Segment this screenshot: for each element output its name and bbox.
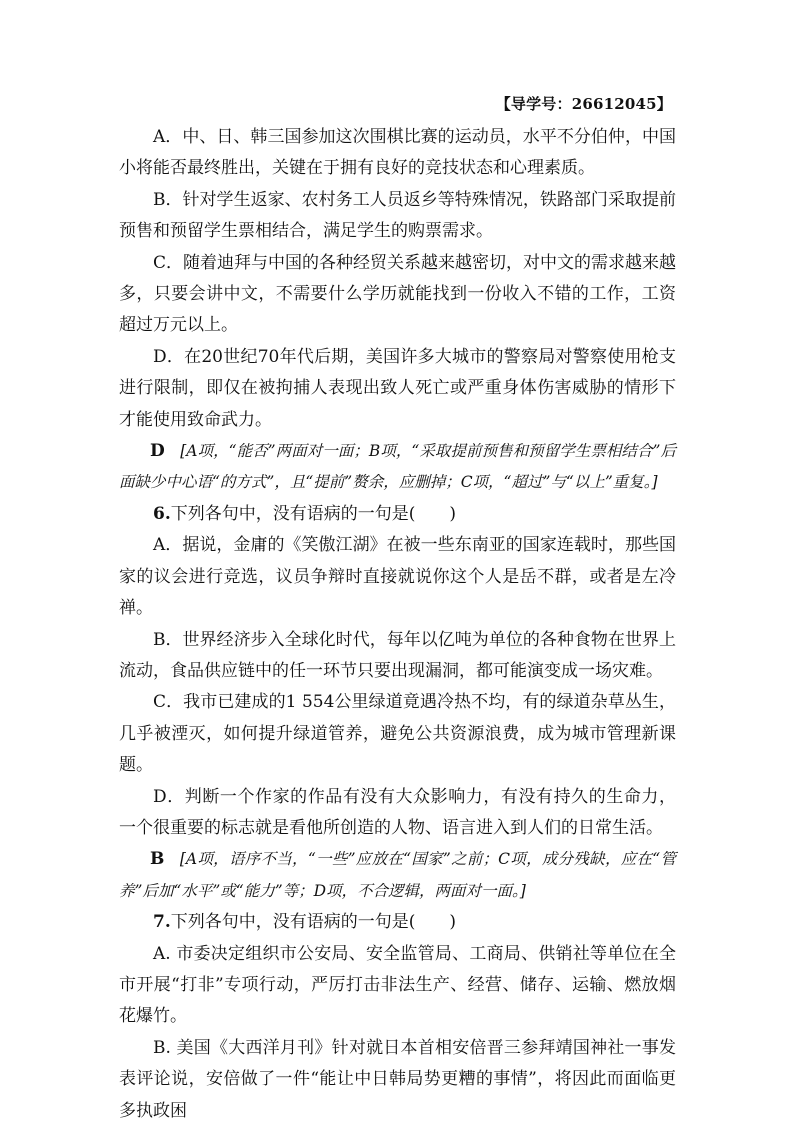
q5-option-d: D．在20世纪70年代后期，美国许多大城市的警察局对警察使用枪支进行限制，即仅在被拘捕人表现出致人死亡或严重身体伤害威胁的情形下才能使用致命武力。 — [119, 346, 676, 430]
q6-option-a: A．据说，金庸的《笑傲江湖》在被一些东南亚的国家连载时，那些国家的议会进行竞选，议员争辩时直接就说你这个人是岳不群，或者是左冷禅。 — [119, 535, 676, 619]
q7-number: 7. — [153, 912, 171, 933]
q5-option-a: A．中、日、韩三国参加这次围棋比赛的运动员，水平不分伯仲，中国小将能否最终胜出，关键在于拥有良好的竞技状态和心理素质。 — [119, 127, 676, 179]
question-content — [119, 122, 676, 1127]
q6-stem — [119, 499, 676, 530]
q6-option-d: D．判断一个作家的作品有没有大众影响力，有没有持久的生命力，一个很重要的标志就是看他所创造的人物、语言进入到人们的日常生活。 — [119, 786, 676, 838]
q5-answer — [119, 436, 676, 499]
q5-option-c: C．随着迪拜与中国的各种经贸关系越来越密切，对中文的需求越来越多，只要会讲中文，不需要什么学历就能找到一份收入不错的工作，工资超过万元以上。 — [119, 252, 677, 336]
q6-answer-explanation: [A项，语序不当，“一些”应放在“国家”之前；C项，成分残缺，应在“管养”后加“水平”或“能力”等；D项，不合逻辑，两面对一面。] — [119, 850, 676, 900]
q5-option-b: B．针对学生返家、农村务工人员返乡等特殊情况，铁路部门采取提前预售和预留学生票相结合，满足学生的购票需求。 — [119, 189, 676, 242]
q6-answer — [119, 844, 676, 907]
q5-answer-explanation: [A项，“能否”两面对一面；B项，“采取提前预售和预留学生票相结合”后面缺少中心语“的方式”，且“提前”赘余，应删掉；C项，“超过”与“以上”重复。] — [119, 442, 676, 492]
q6-stem-text: 下列各句中，没有语病的一句是( ) — [170, 503, 457, 524]
q6-number: 6. — [153, 503, 171, 524]
q7-option-a: A. 市委决定组织市公安局、安全监管局、工商局、供销社等单位在全市开展“打非”专项行动，严厉打击非法生产、经营、储存、运输、燃放烟花爆竹。 — [119, 943, 676, 1027]
q6-answer-letter: B — [150, 849, 165, 870]
guide-number: 【导学号：26612045】 — [495, 95, 672, 113]
q7-stem — [119, 907, 676, 938]
q6-option-c: C．我市已建成的1 554公里绿道竟遇冷热不均，有的绿道杂草丛生，几乎被湮灭，如何提升绿道管养，避免公共资源浪费，成为城市管理新课题。 — [119, 692, 676, 776]
q6-option-b: B．世界经济步入全球化时代，每年以亿吨为单位的各种食物在世界上流动，食品供应链中的任一环节只要出现漏洞，都可能演变成一场灾难。 — [119, 629, 676, 681]
q7-stem-text: 下列各句中，没有语病的一句是( ) — [170, 912, 457, 933]
q5-answer-letter: D — [150, 441, 165, 462]
q7-option-b: B. 美国《大西洋月刊》针对就日本首相安倍晋三参拜靖国神社一事发表评论说，安倍做了一件“能让中日韩局势更糟的事情”，将因此而面临更多执政困 — [119, 1037, 676, 1121]
